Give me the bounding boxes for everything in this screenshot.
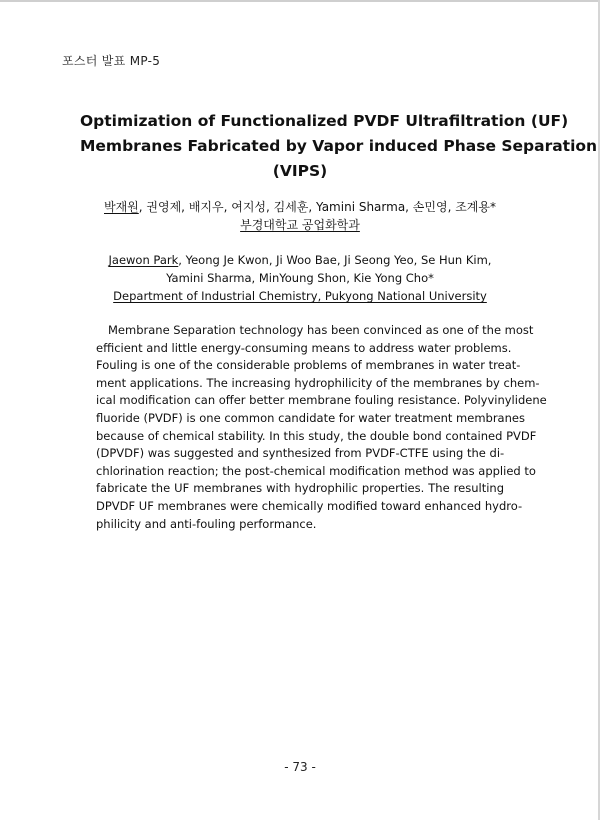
authors-en-line-2: Yamini Sharma, MinYoung Shon, Kie Yong Cho*	[166, 271, 434, 285]
authors-ko-line	[60, 198, 540, 216]
title-line-3: (VIPS)	[272, 162, 328, 180]
first-author-en: Jaewon Park	[108, 253, 179, 267]
title-line-1: Optimization of Functionalized PVDF Ultrafiltration (UF)	[80, 112, 569, 130]
affiliation-ko: 부경대학교 공업화학과	[240, 218, 360, 232]
abstract-body	[96, 322, 547, 533]
authors-korean	[60, 198, 540, 234]
affiliation-en-line	[60, 287, 540, 305]
coauthors-ko: , 권영제, 배지우, 여지성, 김세훈, Yamini Sharma, 손민영, 조계용*	[138, 200, 496, 214]
page-number: - 73 -	[284, 760, 316, 774]
abstract-line: fabricate the UF membranes with hydrophilic properties. The resulting	[96, 481, 504, 496]
abstract-line: Membrane Separation technology has been convinced as one of the most	[108, 323, 534, 337]
abstract-line: Fouling is one of the considerable problems of membranes in water treat-	[96, 358, 521, 373]
authors-en-line-1	[60, 251, 540, 269]
abstract-line: chlorination reaction; the post-chemical modification method was applied to	[96, 463, 536, 478]
abstract-line: DPVDF UF membranes were chemically modified toward enhanced hydro-	[96, 498, 523, 513]
first-author-ko: 박재원	[104, 200, 139, 214]
abstract-line: because of chemical stability. In this study, the double bond contained PVDF	[96, 428, 537, 443]
coauthors-en-1: , Yeong Je Kwon, Ji Woo Bae, Ji Seong Yeo, Se Hun Kim,	[178, 253, 492, 267]
abstract-line: fluoride (PVDF) is one common candidate for water treatment membranes	[96, 410, 525, 425]
paper-title	[80, 109, 598, 184]
abstract-line: ment applications. The increasing hydrophilicity of the membranes by chem-	[96, 375, 540, 390]
abstract-line: ical modification can offer better membrane fouling resistance. Polyvinylidene	[96, 393, 547, 408]
page-top-edge	[0, 0, 600, 2]
abstract-line: efficient and little energy-consuming means to address water problems.	[96, 340, 512, 355]
session-label: 포스터 발표 MP-5	[62, 54, 161, 68]
abstract-line: philicity and anti-fouling performance.	[96, 516, 317, 531]
affiliation-en: Department of Industrial Chemistry, Pukyong National University	[113, 289, 487, 303]
affiliation-ko-line	[60, 216, 540, 234]
title-line-2: Membranes Fabricated by Vapor induced Phase Separation	[80, 137, 598, 155]
authors-english	[60, 251, 540, 305]
abstract-line: (DPVDF) was suggested and synthesized from PVDF-CTFE using the di-	[96, 446, 505, 461]
